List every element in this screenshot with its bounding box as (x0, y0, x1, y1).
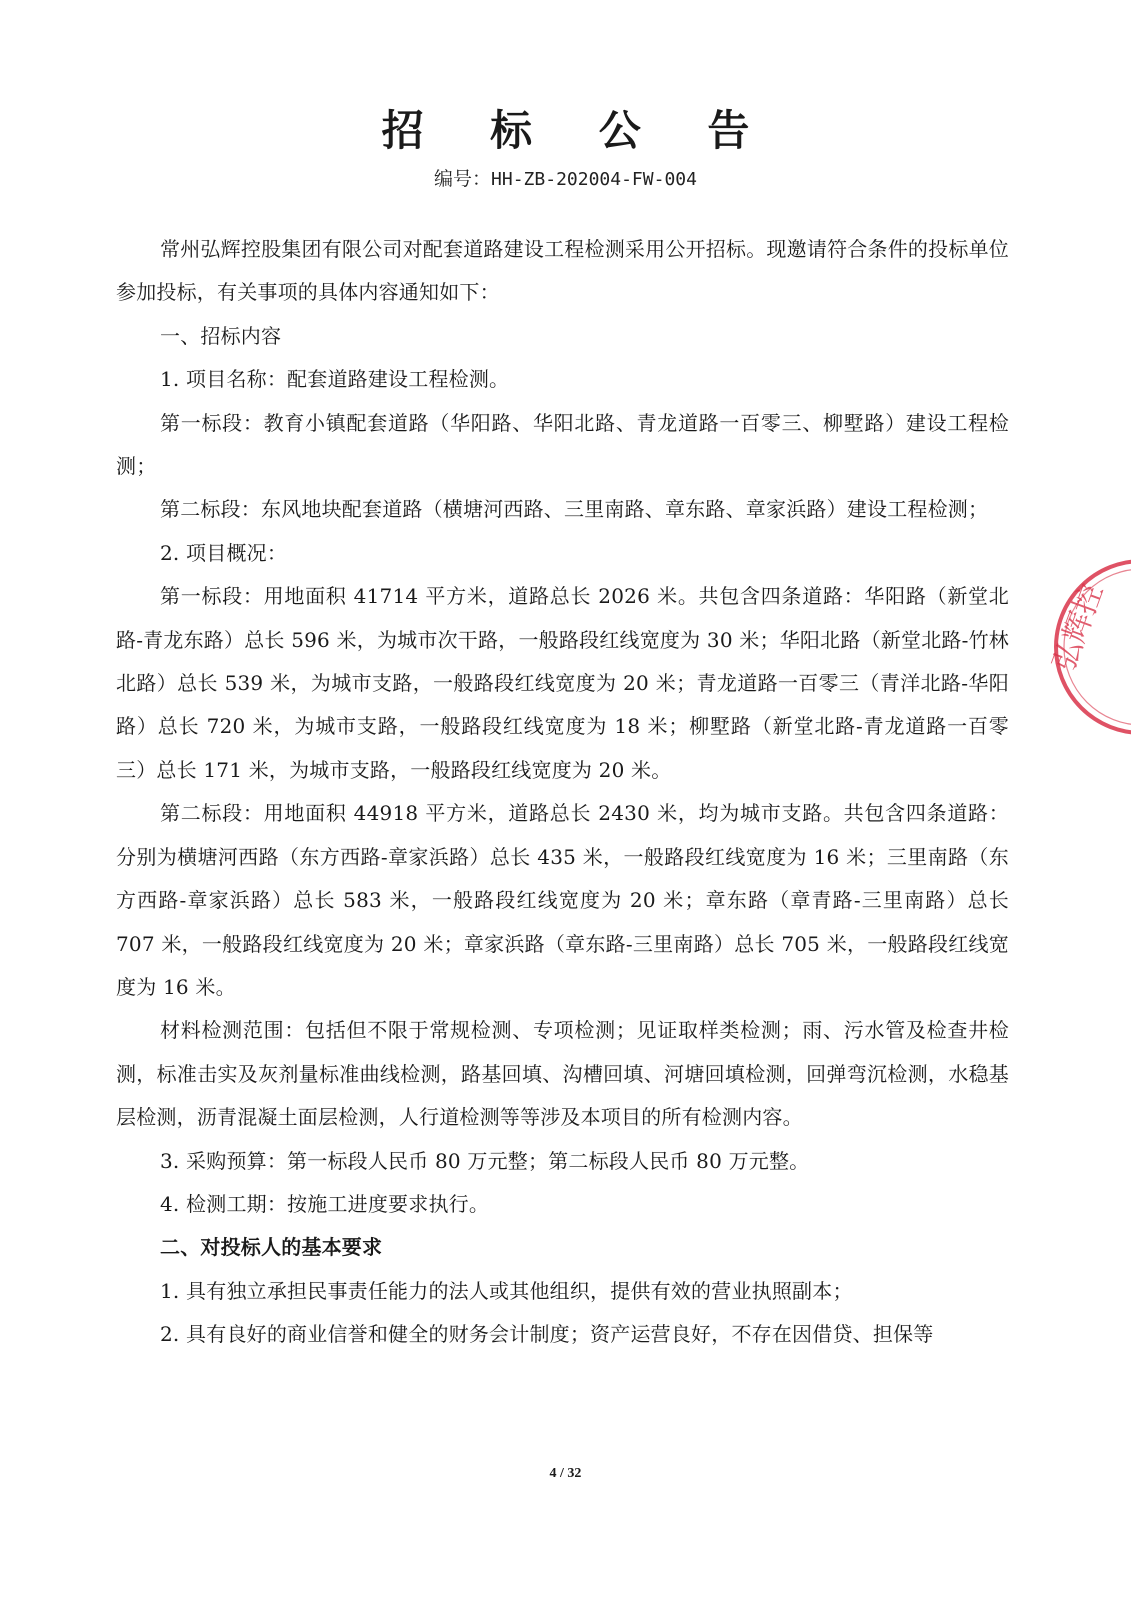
paragraph-requirement-1: 1. 具有独立承担民事责任能力的法人或其他组织，提供有效的营业执照副本； (160, 1278, 853, 1303)
paragraph-lot-1: 第一标段：教育小镇配套道路（华阳路、华阳北路、青龙道路一百零三、柳墅路）建设工程检测； (116, 410, 1009, 479)
paragraph-project-name: 1. 项目名称：配套道路建设工程检测。 (160, 367, 510, 392)
paragraph-lot-2: 第二标段：东风地块配套道路（横塘河西路、三里南路、章东路、章家浜路）建设工程检测； (160, 497, 989, 522)
document-title: 招 标 公 告 (381, 106, 776, 155)
page-number: 4 / 32 (549, 1466, 582, 1481)
paragraph-budget: 3. 采购预算：第一标段人民币 80 万元整；第二标段人民币 80 万元整。 (160, 1148, 810, 1173)
paragraph-lot-1-overview: 第一标段：用地面积 41714 平方米，道路总长 2026 米。共包含四条道路：华阳路（新堂北路-青龙东路）总长 596 米，为城市次干路，一般路段红线宽度为 30 米；华阳北路（新堂北路-竹林北路）总长 539 米，为城市支路，一般路段红线宽度为 20 米；青龙道路一百零三（青洋北路-华阳路）总长 720 米，为城市支路，一般路段红线宽度为 18 米；柳墅路（新堂北路-青龙道路一百零三）总长 171 米，为城市支路，一般路段红线宽度为 20 米。 (116, 584, 1009, 782)
paragraph-requirement-2: 2. 具有良好的商业信誉和健全的财务会计制度；资产运营良好，不存在因借贷、担保等 (160, 1322, 934, 1347)
paragraph-project-overview: 2. 项目概况： (160, 540, 288, 565)
company-seal-stamp (1050, 555, 1131, 755)
paragraph-schedule: 4. 检测工期：按施工进度要求执行。 (160, 1191, 490, 1216)
section-heading-requirements: 二、对投标人的基本要求 (160, 1235, 383, 1260)
paragraph-lot-2-overview: 第二标段：用地面积 44918 平方米，道路总长 2430 米，均为城市支路。共包含四条道路：分别为横塘河西路（东方西路-章家浜路）总长 435 米，一般路段红线宽度为 16 米；三里南路（东方西路-章家浜路）总长 583 米，一般路段红线宽度为 20 米；章东路（章青路-三里南路）总长 707 米，一般路段红线宽度为 20 米；章家浜路（章东路-三里南路）总长 705 米，一般路段红线宽度为 16 米。 (116, 801, 1009, 999)
document-number-value: HH-ZB-202004-FW-004 (491, 169, 697, 190)
paragraph-testing-scope: 材料检测范围：包括但不限于常规检测、专项检测；见证取样类检测；雨、污水管及检查井检测，标准击实及灰剂量标准曲线检测，路基回填、沟槽回填、河塘回填检测，回弹弯沉检测，水稳基层检测，沥青混凝土面层检测，人行道检测等等涉及本项目的所有检测内容。 (116, 1018, 1009, 1130)
document-body (116, 228, 1009, 1357)
document-number-label: 编号： (434, 168, 492, 190)
document-number (0, 164, 1131, 191)
svg-text:弘辉控: 弘辉控 (1050, 579, 1111, 676)
paragraph-intro: 常州弘辉控股集团有限公司对配套道路建设工程检测采用公开招标。现邀请符合条件的投标单位参加投标，有关事项的具体内容通知如下： (116, 237, 1009, 305)
section-heading-bidding-content: 一、招标内容 (160, 323, 282, 348)
